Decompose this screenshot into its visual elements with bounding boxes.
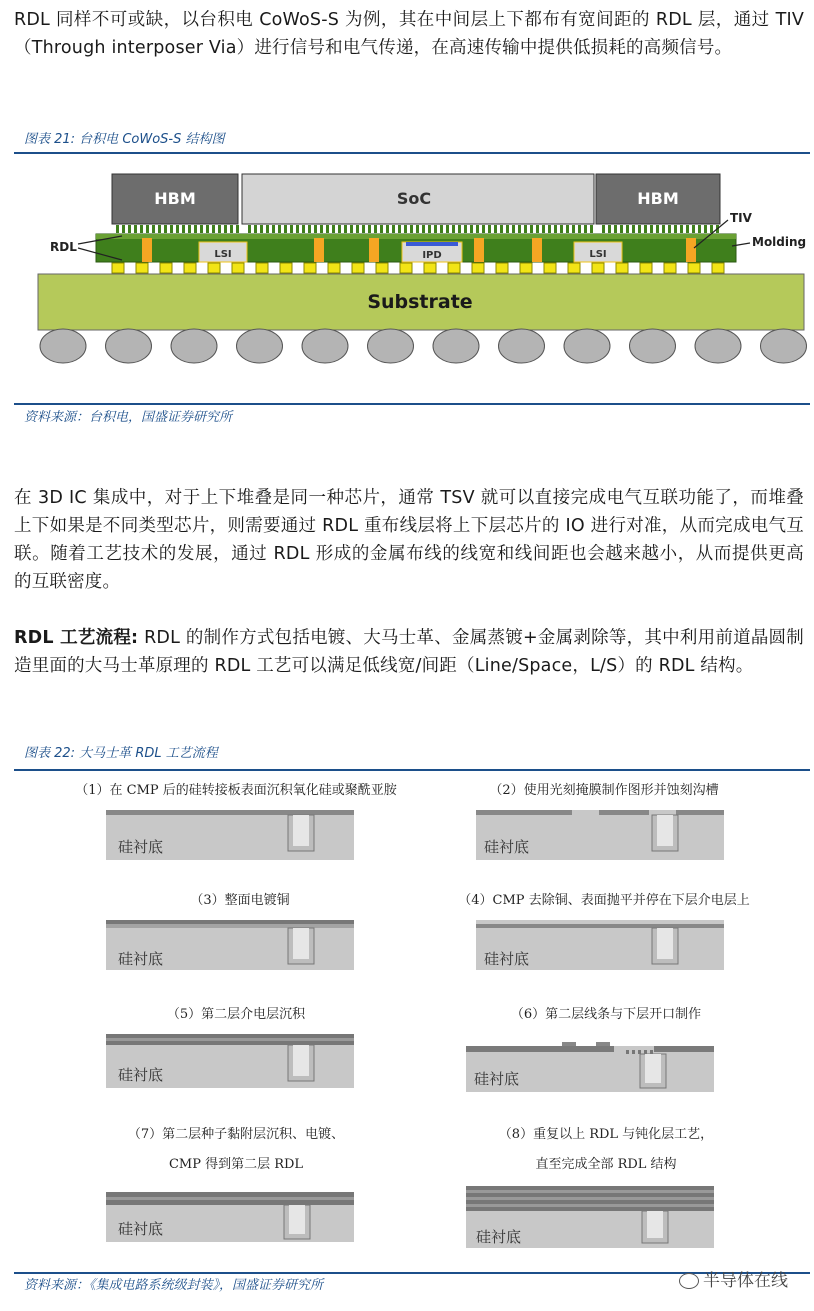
figure21-bottom-rule	[14, 403, 810, 405]
figure22-caption: 图表 22: 大马士革 RDL 工艺流程	[24, 746, 218, 761]
micro-bump	[170, 225, 173, 233]
micro-bump	[482, 225, 485, 233]
micro-bump	[650, 225, 653, 233]
micro-bump	[272, 225, 275, 233]
step6-caption: （6）第二层线条与下层开口制作	[510, 1007, 702, 1022]
micro-bump	[128, 225, 131, 233]
micro-bump	[374, 225, 377, 233]
watermark-text: 半导体在线	[703, 1271, 788, 1291]
bga-balls	[40, 329, 807, 363]
ipd-pattern	[406, 242, 458, 246]
bga-ball	[171, 329, 217, 363]
micro-bump	[422, 225, 425, 233]
step4-caption: （4）CMP 去除铜、表面抛平并停在下层介电层上	[458, 893, 750, 908]
c4-bump	[352, 263, 364, 273]
micro-bump	[344, 225, 347, 233]
micro-bump	[524, 225, 527, 233]
tiv-annotation: TIV	[730, 211, 752, 225]
micro-bump	[506, 225, 509, 233]
micro-bump	[572, 225, 575, 233]
c4-bump	[520, 263, 532, 273]
bga-ball	[237, 329, 283, 363]
c4-bump	[424, 263, 436, 273]
micro-bump	[116, 225, 119, 233]
micro-bump	[518, 225, 521, 233]
micro-bump	[194, 225, 197, 233]
micro-bump	[290, 225, 293, 233]
c4-bump	[400, 263, 412, 273]
step1-diagram	[106, 810, 354, 860]
micro-bump	[602, 225, 605, 233]
molding-annotation: Molding	[752, 235, 807, 249]
micro-bump	[512, 225, 515, 233]
micro-bump	[644, 225, 647, 233]
micro-bump	[320, 225, 323, 233]
micro-bump	[356, 225, 359, 233]
step8-caption-line2: 直至完成全部 RDL 结构	[535, 1157, 677, 1172]
micro-bump	[188, 225, 191, 233]
c4-bump	[544, 263, 556, 273]
micro-bump	[392, 225, 395, 233]
micro-bump	[350, 225, 353, 233]
c4-bump	[256, 263, 268, 273]
c4-bump	[688, 263, 700, 273]
micro-bump	[548, 225, 551, 233]
micro-bump	[404, 225, 407, 233]
micro-bump	[632, 225, 635, 233]
micro-bump	[410, 225, 413, 233]
micro-bump	[608, 225, 611, 233]
micro-bump	[386, 225, 389, 233]
c4-bumps	[112, 263, 724, 273]
micro-bump	[380, 225, 383, 233]
micro-bump	[176, 225, 179, 233]
micro-bump	[428, 225, 431, 233]
c4-bump	[712, 263, 724, 273]
micro-bump	[662, 225, 665, 233]
step3-substrate-label: 硅衬底	[118, 950, 164, 968]
c4-bump	[568, 263, 580, 273]
step7-substrate-label: 硅衬底	[118, 1220, 164, 1238]
c4-bump	[208, 263, 220, 273]
c4-bump	[280, 263, 292, 273]
lsi-right-label: LSI	[589, 249, 607, 260]
ipd-label: IPD	[422, 250, 442, 261]
micro-bump	[332, 225, 335, 233]
micro-bump	[182, 225, 185, 233]
substrate-label: Substrate	[367, 291, 473, 313]
step6-substrate-label: 硅衬底	[474, 1070, 520, 1088]
micro-bump	[152, 225, 155, 233]
micro-bump	[284, 225, 287, 233]
micro-bump	[656, 225, 659, 233]
step8-diagram	[466, 1186, 714, 1248]
bga-ball	[433, 329, 479, 363]
micro-bump	[536, 225, 539, 233]
step4-diagram	[476, 920, 724, 970]
intro-paragraph: RDL 同样不可或缺，以台积电 CoWoS-S 为例，其在中间层上下都布有宽间距的 RDL 层，通过 TIV（Through interposer Via）进行信号和电气传递，在高速传输中提供低损耗的高频信号。	[14, 10, 804, 58]
step3-caption: （3）整面电镀铜	[190, 893, 290, 908]
paragraph-3dic: 在 3D IC 集成中，对于上下堆叠是同一种芯片，通常 TSV 就可以直接完成电气互联功能了，而堆叠上下如果是不同类型芯片，则需要通过 RDL 重布线层将上下层芯片的 IO 进行对准，从而完成电气互联。随着工艺技术的发展，通过 RDL 形成的金属布线的线宽和线间距也会越来越小，从而提供更高的互联密度。	[14, 488, 804, 592]
micro-bump	[314, 225, 317, 233]
micro-bump	[260, 225, 263, 233]
figure21-source: 资料来源：台积电，国盛证券研究所	[24, 410, 233, 425]
micro-bump	[566, 225, 569, 233]
micro-bump	[440, 225, 443, 233]
step2-diagram	[476, 810, 724, 860]
micro-bump	[416, 225, 419, 233]
hbm-right-label: HBM	[637, 189, 679, 208]
micro-bump	[458, 225, 461, 233]
c4-bump	[616, 263, 628, 273]
micro-bump	[218, 225, 221, 233]
step4-substrate-label: 硅衬底	[484, 950, 530, 968]
c4-bump	[232, 263, 244, 273]
figure22-source: 资料来源：《集成电路系统级封装》，国盛证券研究所	[24, 1278, 324, 1293]
micro-bump	[140, 225, 143, 233]
micro-bump	[248, 225, 251, 233]
c4-bump	[136, 263, 148, 273]
step7-caption-line1: （7）第二层种子黏附层沉积、电镀、	[127, 1127, 345, 1142]
lsi-left-label: LSI	[214, 249, 232, 260]
micro-bump	[674, 225, 677, 233]
paragraph-rdl-process	[14, 624, 804, 680]
micro-bump	[122, 225, 125, 233]
micro-bump	[266, 225, 269, 233]
damascene-process-diagram	[14, 772, 810, 1272]
step3-diagram	[106, 920, 354, 970]
micro-bump	[620, 225, 623, 233]
step7-caption-line2: CMP 得到第二层 RDL	[168, 1157, 304, 1172]
wechat-icon	[679, 1273, 699, 1289]
micro-bump	[476, 225, 479, 233]
hbm-left-label: HBM	[154, 189, 196, 208]
bga-ball	[630, 329, 676, 363]
bga-ball	[695, 329, 741, 363]
micro-bump	[542, 225, 545, 233]
figure22-top-rule	[14, 769, 810, 771]
rdl-process-text: RDL 的制作方式包括电镀、大马士革、金属蒸镀+金属剥除等，其中利用前道晶圆制造里面的大马士革原理的 RDL 工艺可以满足低线宽/间距（Line/Space，L/S）的 RDL 结构。	[14, 628, 805, 676]
step5-substrate-label: 硅衬底	[118, 1066, 164, 1084]
micro-bump	[578, 225, 581, 233]
c4-bump	[592, 263, 604, 273]
rdl-annotation: RDL	[50, 240, 77, 254]
micro-bump	[530, 225, 533, 233]
c4-bump	[184, 263, 196, 273]
micro-bump	[464, 225, 467, 233]
step6-diagram	[466, 1042, 714, 1092]
micro-bump	[638, 225, 641, 233]
micro-bump	[488, 225, 491, 233]
micro-bump	[338, 225, 341, 233]
micro-bump	[254, 225, 257, 233]
micro-bump	[584, 225, 587, 233]
bga-ball	[499, 329, 545, 363]
step5-diagram	[106, 1034, 354, 1088]
micro-bump	[692, 225, 695, 233]
watermark	[679, 1266, 788, 1291]
micro-bump	[434, 225, 437, 233]
c4-bump	[112, 263, 124, 273]
micro-bump	[470, 225, 473, 233]
step1-substrate-label: 硅衬底	[118, 838, 164, 856]
micro-bump	[626, 225, 629, 233]
step7-diagram	[106, 1192, 354, 1242]
micro-bump	[302, 225, 305, 233]
soc-label: SoC	[396, 189, 432, 208]
step2-substrate-label: 硅衬底	[484, 838, 530, 856]
micro-bump	[698, 225, 701, 233]
micro-bump	[554, 225, 557, 233]
micro-bump	[362, 225, 365, 233]
micro-bump	[446, 225, 449, 233]
micro-bump	[500, 225, 503, 233]
rdl-process-heading: RDL 工艺流程:	[14, 628, 139, 648]
micro-bump	[146, 225, 149, 233]
c4-bump	[496, 263, 508, 273]
c4-bump	[664, 263, 676, 273]
micro-bump	[134, 225, 137, 233]
micro-bump	[230, 225, 233, 233]
rdl-top-layer	[96, 234, 736, 239]
micro-bump	[668, 225, 671, 233]
c4-bump	[328, 263, 340, 273]
micro-bump	[206, 225, 209, 233]
micro-bump	[614, 225, 617, 233]
c4-bump	[640, 263, 652, 273]
micro-bumps	[116, 225, 719, 233]
micro-bump	[224, 225, 227, 233]
micro-bump	[398, 225, 401, 233]
bga-ball	[761, 329, 807, 363]
micro-bump	[704, 225, 707, 233]
c4-bump	[304, 263, 316, 273]
micro-bump	[710, 225, 713, 233]
micro-bump	[680, 225, 683, 233]
c4-bump	[160, 263, 172, 273]
step1-caption: （1）在 CMP 后的硅转接板表面沉积氧化硅或聚酰亚胺	[75, 783, 397, 798]
c4-bump	[472, 263, 484, 273]
micro-bump	[452, 225, 455, 233]
step5-caption: （5）第二层介电层沉积	[166, 1007, 306, 1022]
micro-bump	[308, 225, 311, 233]
micro-bump	[686, 225, 689, 233]
micro-bump	[158, 225, 161, 233]
micro-bump	[200, 225, 203, 233]
step8-substrate-label: 硅衬底	[476, 1228, 522, 1246]
bga-ball	[40, 329, 86, 363]
micro-bump	[212, 225, 215, 233]
figure21-caption: 图表 21: 台积电 CoWoS-S 结构图	[24, 132, 225, 147]
step8-caption-line1: （8）重复以上 RDL 与钝化层工艺，	[498, 1127, 714, 1142]
micro-bump	[164, 225, 167, 233]
step2-caption: （2）使用光刻掩膜制作图形并蚀刻沟槽	[489, 783, 719, 798]
micro-bump	[278, 225, 281, 233]
bga-ball	[106, 329, 152, 363]
micro-bump	[236, 225, 239, 233]
micro-bump	[326, 225, 329, 233]
micro-bump	[560, 225, 563, 233]
micro-bump	[368, 225, 371, 233]
c4-bump	[376, 263, 388, 273]
micro-bump	[296, 225, 299, 233]
bga-ball	[302, 329, 348, 363]
cowos-structure-diagram	[14, 158, 810, 398]
bga-ball	[368, 329, 414, 363]
bga-ball	[564, 329, 610, 363]
micro-bump	[494, 225, 497, 233]
c4-bump	[448, 263, 460, 273]
micro-bump	[590, 225, 593, 233]
figure21-top-rule	[14, 152, 810, 154]
